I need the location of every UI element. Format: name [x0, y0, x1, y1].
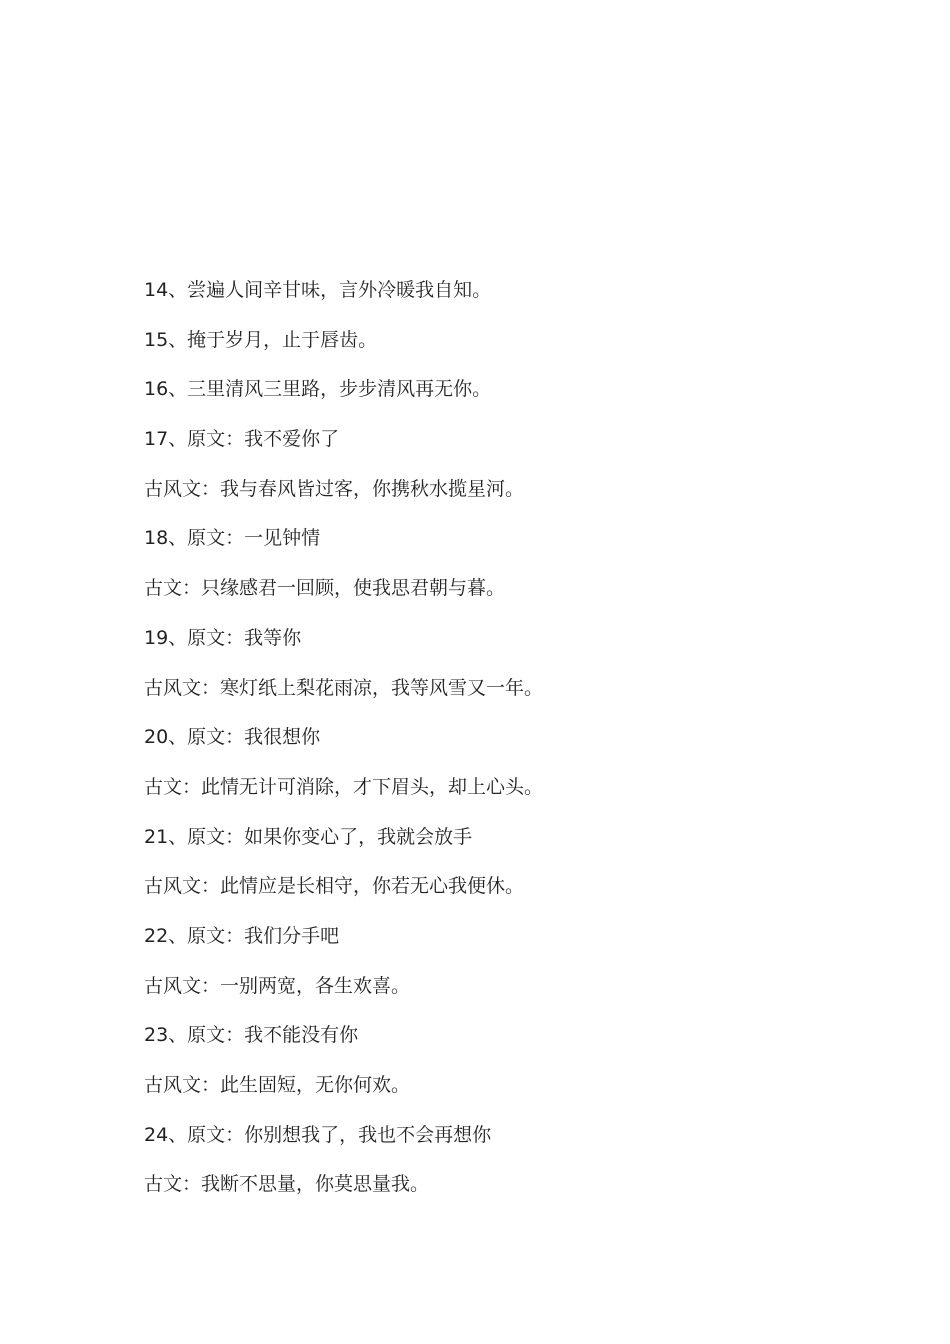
text-line-24-original: 24、原文：你别想我了，我也不会再想你	[144, 1123, 492, 1146]
text-line-19-classical: 古风文：寒灯纸上梨花雨凉，我等风雪又一年。	[144, 676, 544, 699]
text-line-16: 16、三里清风三里路，步步清风再无你。	[144, 378, 492, 401]
text-line-18-original: 18、原文：一见钟情	[144, 527, 321, 550]
text-line-17-original: 17、原文：我不爱你了	[144, 428, 340, 451]
document-body	[144, 276, 844, 1220]
text-line-14: 14、尝遍人间辛甘味，言外冷暖我自知。	[144, 279, 492, 301]
text-line-18-classical: 古文：只缘感君一回顾，使我思君朝与暮。	[144, 577, 506, 600]
text-line-19-original: 19、原文：我等你	[144, 626, 302, 649]
text-line-21-classical: 古风文：此情应是长相守，你若无心我便休。	[144, 875, 525, 898]
text-line-23-original: 23、原文：我不能没有你	[144, 1024, 359, 1047]
text-line-23-classical: 古风文：此生固短，无你何欢。	[144, 1074, 411, 1096]
text-line-15: 15、掩于岁月，止于唇齿。	[144, 328, 378, 351]
text-line-20-classical: 古文：此情无计可消除，才下眉头，却上心头。	[144, 775, 544, 798]
text-line-21-original: 21、原文：如果你变心了，我就会放手	[144, 825, 473, 848]
text-line-17-classical: 古风文：我与春风皆过客，你携秋水揽星河。	[144, 477, 525, 500]
text-line-20-original: 20、原文：我很想你	[144, 726, 321, 749]
text-line-22-classical: 古风文：一别两宽，各生欢喜。	[144, 974, 411, 997]
text-line-22-original: 22、原文：我们分手吧	[144, 924, 340, 947]
text-line-24-classical: 古文：我断不思量，你莫思量我。	[144, 1173, 430, 1196]
